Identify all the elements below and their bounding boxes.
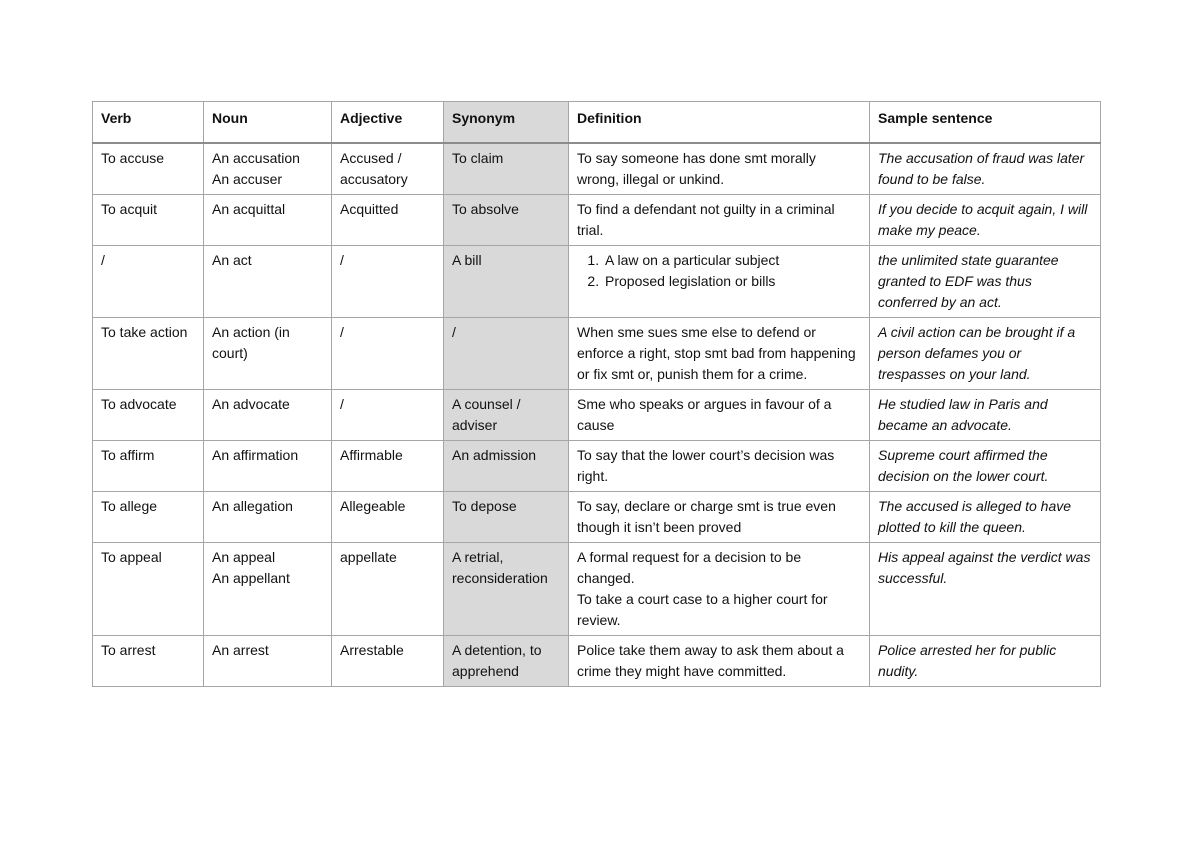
cell-noun: An allegation [204,492,332,543]
table-row [93,143,1101,195]
table-row [93,246,1101,318]
cell-sample-sentence: If you decide to acquit again, I will make my peace. [870,195,1101,246]
cell-synonym: To depose [444,492,569,543]
cell-sample-sentence: The accused is alleged to have plotted to kill the queen. [870,492,1101,543]
header-noun: Noun [204,102,332,144]
header-row [93,102,1101,144]
cell-adjective: Accused / accusatory [332,143,444,195]
cell-sample-sentence: He studied law in Paris and became an advocate. [870,390,1101,441]
table-row [93,543,1101,636]
table-row [93,318,1101,390]
cell-verb: To advocate [93,390,204,441]
cell-definition: To say that the lower court’s decision was right. [569,441,870,492]
cell-adjective: appellate [332,543,444,636]
cell-verb: To affirm [93,441,204,492]
cell-synonym: A detention, to apprehend [444,636,569,687]
table-row [93,636,1101,687]
cell-definition: Sme who speaks or argues in favour of a cause [569,390,870,441]
cell-adjective: Acquitted [332,195,444,246]
cell-sample-sentence: The accusation of fraud was later found to be false. [870,143,1101,195]
cell-verb: / [93,246,204,318]
cell-verb: To take action [93,318,204,390]
cell-verb: To allege [93,492,204,543]
table-row [93,441,1101,492]
cell-verb: To acquit [93,195,204,246]
cell-definition: When sme sues sme else to defend or enforce a right, stop smt bad from happening or fix smt or, punish them for a crime. [569,318,870,390]
cell-adjective: Allegeable [332,492,444,543]
header-synonym: Synonym [444,102,569,144]
cell-synonym: A bill [444,246,569,318]
table-row [93,195,1101,246]
cell-noun: An appeal An appellant [204,543,332,636]
cell-noun: An acquittal [204,195,332,246]
cell-synonym: To claim [444,143,569,195]
table-row [93,492,1101,543]
cell-adjective: / [332,390,444,441]
cell-definition: Police take them away to ask them about a crime they might have committed. [569,636,870,687]
table-row [93,390,1101,441]
vocabulary-table [92,101,1101,687]
cell-synonym: / [444,318,569,390]
cell-verb: To appeal [93,543,204,636]
cell-definition: A formal request for a decision to be changed. To take a court case to a higher court for review. [569,543,870,636]
cell-definition: To say someone has done smt morally wrong, illegal or unkind. [569,143,870,195]
cell-verb: To arrest [93,636,204,687]
cell-definition: To find a defendant not guilty in a criminal trial. [569,195,870,246]
cell-adjective: Affirmable [332,441,444,492]
cell-synonym: An admission [444,441,569,492]
definition-list-item: 1. A law on a particular subject [603,250,861,271]
header-adjective: Adjective [332,102,444,144]
cell-sample-sentence: Supreme court affirmed the decision on the lower court. [870,441,1101,492]
cell-synonym: To absolve [444,195,569,246]
cell-noun: An action (in court) [204,318,332,390]
header-definition: Definition [569,102,870,144]
definition-list-item: 2. Proposed legislation or bills [603,271,861,292]
definition-list [577,250,861,292]
header-verb: Verb [93,102,204,144]
cell-adjective: / [332,246,444,318]
cell-noun: An affirmation [204,441,332,492]
cell-noun: An accusation An accuser [204,143,332,195]
cell-noun: An act [204,246,332,318]
cell-adjective: / [332,318,444,390]
cell-noun: An arrest [204,636,332,687]
cell-adjective: Arrestable [332,636,444,687]
cell-verb: To accuse [93,143,204,195]
cell-sample-sentence: His appeal against the verdict was successful. [870,543,1101,636]
cell-sample-sentence: A civil action can be brought if a person defames you or trespasses on your land. [870,318,1101,390]
cell-definition: To say, declare or charge smt is true even though it isn’t been proved [569,492,870,543]
cell-definition [569,246,870,318]
cell-noun: An advocate [204,390,332,441]
cell-synonym: A retrial, reconsideration [444,543,569,636]
cell-sample-sentence: the unlimited state guarantee granted to EDF was thus conferred by an act. [870,246,1101,318]
cell-sample-sentence: Police arrested her for public nudity. [870,636,1101,687]
cell-synonym: A counsel / adviser [444,390,569,441]
header-sample-sentence: Sample sentence [870,102,1101,144]
